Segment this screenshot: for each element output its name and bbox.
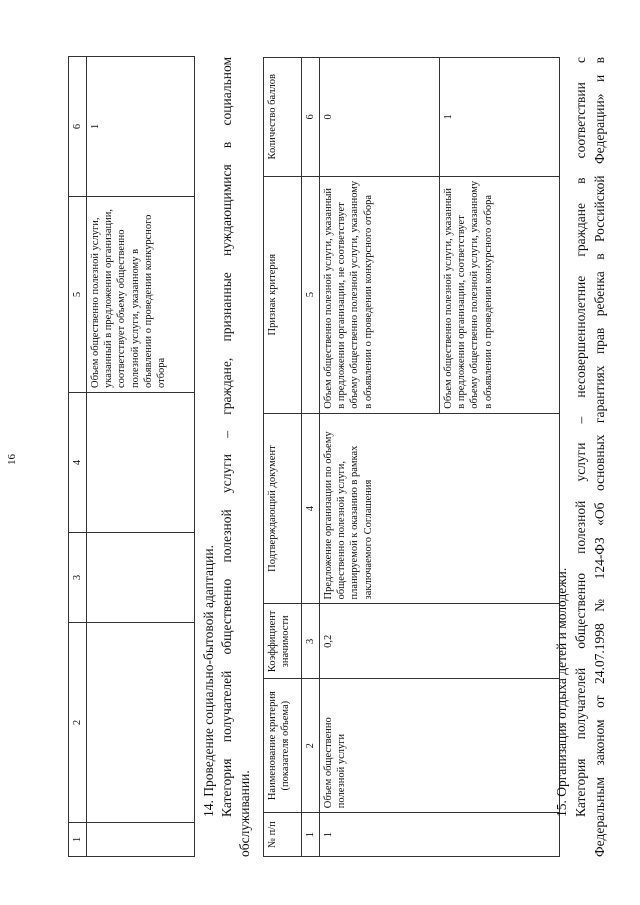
table-row — [87, 57, 195, 857]
score-value: 1 — [87, 57, 195, 197]
score-value: 0 — [320, 58, 440, 177]
section-14-category-line2: обслуживании. — [237, 770, 252, 857]
header-doc: Подтверждающий документ — [264, 413, 302, 604]
section-14-category-line1: Категория получателей общественно полезной услуги – граждане, признанные нуждающимися в социальном — [219, 57, 234, 817]
col-number: 3 — [302, 604, 320, 679]
col-number: 4 — [69, 393, 87, 533]
col-number: 4 — [302, 413, 320, 604]
empty-cell — [87, 623, 195, 823]
header-score: Количество баллов — [264, 58, 302, 177]
column-number-row — [69, 57, 87, 857]
section-15-category-line2: Федеральным законом от 24.07.1998 № 124-ФЗ «Об основных гарантиях прав ребенка в Российской Федерации» и в — [592, 57, 607, 857]
col-number: 5 — [69, 197, 87, 393]
column-number-row — [302, 58, 320, 857]
col-number: 1 — [302, 813, 320, 857]
criterion-sign: Объем общественно полезной услуги, указанный в предложении организации, соответствует объему общественно полезной услуги, указанному в объявлении о проведении конкурсного отбора — [87, 197, 195, 393]
table-header-row — [264, 58, 302, 857]
col-number: 3 — [69, 533, 87, 623]
coefficient: 0,2 — [320, 604, 560, 679]
col-number: 5 — [302, 176, 320, 413]
empty-cell — [87, 533, 195, 623]
criterion-name: Объем общественно полезной услуги — [320, 679, 560, 813]
header-num: № п/п — [264, 813, 302, 857]
col-number: 6 — [302, 58, 320, 177]
criteria-table-continued — [68, 56, 195, 857]
header-name: Наименование критерия (показателя объема) — [264, 679, 302, 813]
supporting-document: Предложение организации по объему общественно полезной услуги, планируемой к оказанию в рамках заключаемого Соглашения — [320, 413, 560, 604]
col-number: 6 — [69, 57, 87, 197]
header-sign: Признак критерия — [264, 176, 302, 413]
score-value: 1 — [440, 58, 560, 177]
empty-cell — [87, 823, 195, 857]
section-14-title: 14. Проведение социально-бытовой адаптации. — [201, 545, 216, 817]
col-number: 1 — [69, 823, 87, 857]
row-num: 1 — [320, 813, 560, 857]
col-number: 2 — [302, 679, 320, 813]
criterion-sign: Объем общественно полезной услуги, указанный в предложении организации, соответствует объему общественно полезной услуги, указанному в объявлении о проведении конкурсного отбора — [440, 176, 560, 413]
header-coef: Коэффициент значимости — [264, 604, 302, 679]
criteria-table — [263, 57, 560, 857]
section-15-category-line1: Категория получателей общественно полезной услуги – несовершеннолетние граждане в соответствии с — [573, 57, 588, 817]
page-number: 16 — [6, 454, 18, 465]
criterion-sign: Объем общественно полезной услуги, указанный в предложении организации, не соответствует объему общественно полезной услуги, указанному в объявлении о проведении конкурсного отбора — [320, 176, 440, 413]
empty-cell — [87, 393, 195, 533]
table-row — [320, 58, 440, 857]
col-number: 2 — [69, 623, 87, 823]
section-15-title: 15. Организация отдыха детей и молодежи. — [554, 567, 569, 817]
